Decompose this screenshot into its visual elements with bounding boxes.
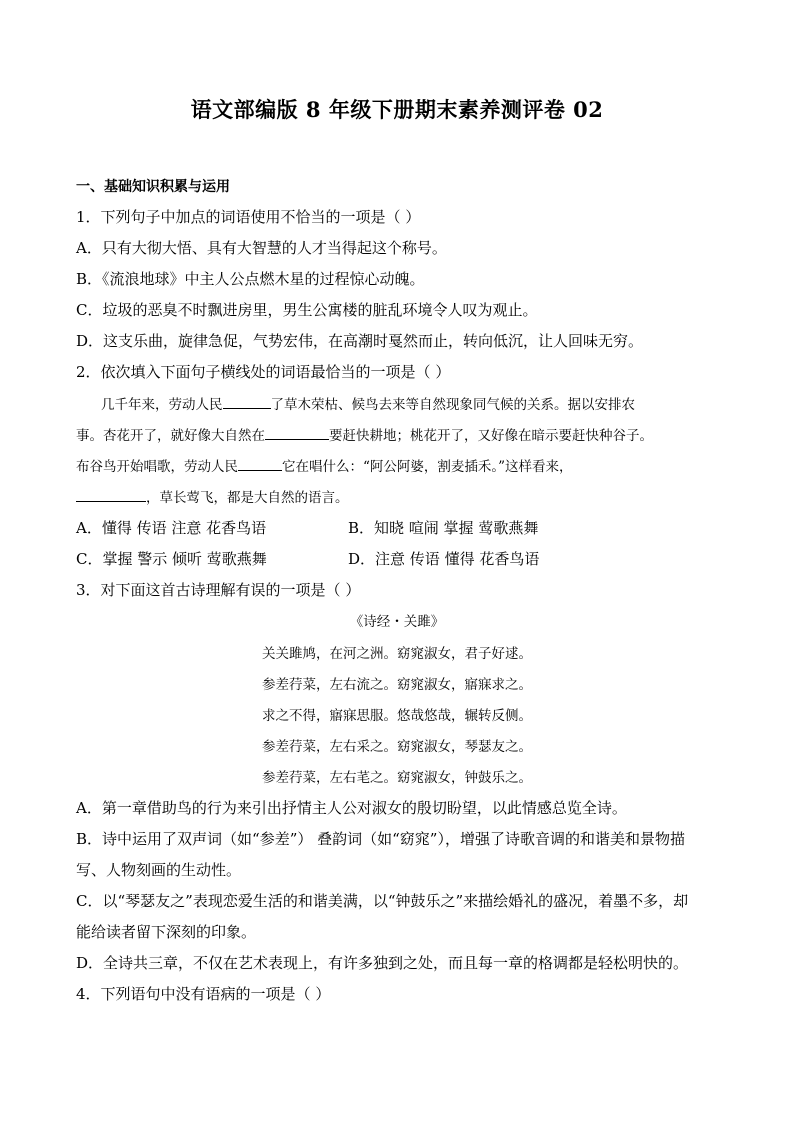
poem-line: 参差荇菜，左右芼之。窈窕淑女，钟鼓乐之。	[262, 770, 532, 786]
question-4-stem: 4．下列语句中没有语病的一项是（ ）	[76, 985, 331, 1003]
passage-text: 了草木荣枯、候鸟去来等自然现象同气候的关系。据以安排农	[270, 397, 635, 413]
passage-line-3	[76, 455, 736, 475]
question-3-option-a: A．第一章借助鸟的行为来引出抒情主人公对淑女的殷切盼望，以此情感总览全诗。	[76, 799, 627, 817]
question-3-option-c-cont: 能给读者留下深刻的印象。	[76, 923, 257, 941]
question-2-option-a: A．懂得 传语 注意 花香鸟语	[76, 519, 267, 537]
question-2-option-c: C．掌握 警示 倾听 莺歌燕舞	[76, 550, 267, 568]
question-2-option-d: D．注意 传语 懂得 花香鸟语	[348, 550, 540, 568]
passage-text: 事。杏花开了，就好像大自然在	[76, 428, 265, 444]
passage-line-2	[76, 424, 736, 444]
poem-line: 参差荇菜，左右流之。窈窕淑女，寤寐求之。	[262, 677, 532, 693]
poem-line: 求之不得，寤寐思服。悠哉悠哉，辗转反侧。	[262, 708, 532, 724]
question-3-option-d: D．全诗共三章，不仅在艺术表现上，有许多独到之处，而且每一章的格调都是轻松明快的。	[76, 954, 689, 972]
section-heading: 一、基础知识积累与运用	[76, 179, 230, 195]
question-1-option-c: C．垃圾的恶臭不时飘进房里，男生公寓楼的脏乱环境令人叹为观止。	[76, 301, 538, 319]
page-title: 语文部编版 8 年级下册期末素养测评卷 02	[190, 97, 604, 122]
passage-text: 布谷鸟开始唱歌，劳动人民	[76, 459, 238, 475]
poem-title: 《诗经・关雎》	[349, 614, 445, 630]
question-2-option-b: B．知晓 喧闹 掌握 莺歌燕舞	[348, 519, 539, 537]
question-3-option-b-cont: 写、人物刻画的生动性。	[76, 861, 242, 879]
passage-line-4	[76, 486, 736, 506]
question-1-option-d: D．这支乐曲，旋律急促，气势宏伟，在高潮时戛然而止，转向低沉，让人回味无穷。	[76, 332, 644, 350]
question-1-option-a: A．只有大彻大悟、具有大智慧的人才当得起这个称号。	[76, 239, 447, 257]
fill-blank	[223, 394, 271, 409]
fill-blank	[265, 425, 329, 440]
passage-text: ，草长莺飞，都是大自然的语言。	[146, 490, 349, 506]
passage-text: 几千年来，劳动人民	[101, 397, 223, 413]
question-2-stem: 2．依次填入下面句子横线处的词语最恰当的一项是（ ）	[76, 363, 451, 381]
question-3-stem: 3．对下面这首古诗理解有误的一项是（ ）	[76, 581, 361, 599]
question-3-option-c: C．以“琴瑟友之”表现恋爱生活的和谐美满，以“钟鼓乐之”来描绘婚礼的盛况，着墨不多，却	[76, 892, 689, 910]
question-1-stem: 1．下列句子中加点的词语使用不恰当的一项是（ ）	[76, 208, 421, 226]
question-1-option-b: B．《流浪地球》中主人公点燃木星的过程惊心动魄。	[76, 270, 425, 288]
passage-line-1	[101, 393, 761, 413]
poem-line: 参差荇菜，左右采之。窈窕淑女，琴瑟友之。	[262, 739, 532, 755]
fill-blank	[238, 456, 282, 471]
question-3-option-b: B．诗中运用了双声词（如“参差”） 叠韵词（如“窈窕”），增强了诗歌音调的和谐美和景物描	[76, 830, 685, 848]
fill-blank	[76, 487, 146, 502]
passage-text: 要赶快耕地；桃花开了，又好像在暗示要赶快种谷子。	[329, 428, 653, 444]
passage-text: 它在唱什么：“阿公阿婆，割麦插禾。”这样看来，	[282, 459, 573, 475]
poem-line: 关关雎鸠，在河之洲。窈窕淑女，君子好逑。	[262, 646, 532, 662]
